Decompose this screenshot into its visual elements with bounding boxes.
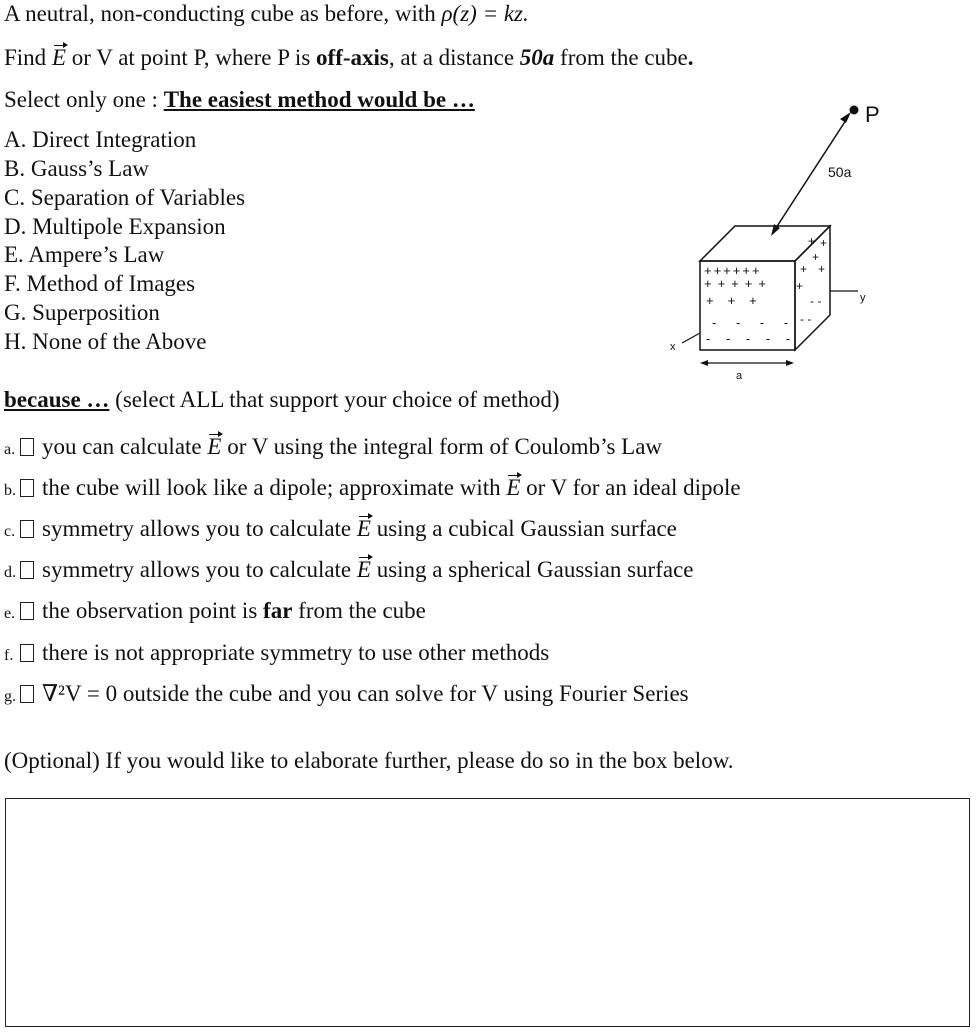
point-p-label: P bbox=[865, 102, 880, 127]
because-heading: because … (select ALL that support your choice of method) bbox=[4, 387, 560, 412]
method-option-c[interactable]: C. Separation of Variables bbox=[4, 185, 246, 210]
x-axis bbox=[682, 333, 700, 343]
distance-bold: 50a bbox=[519, 45, 555, 70]
method-option-d[interactable]: D. Multipole Expansion bbox=[4, 214, 226, 239]
select-heading: Select only one : The easiest method would be … bbox=[4, 87, 475, 112]
side-plus-6: + bbox=[796, 279, 804, 293]
side-plus-5: + bbox=[818, 262, 826, 276]
reason-f: f. there is not appropriate symmetry to use other methods bbox=[4, 640, 550, 665]
side-plus-3: + bbox=[820, 236, 828, 250]
method-option-e[interactable]: E. Ampere’s Law bbox=[4, 242, 165, 267]
elaboration-box bbox=[5, 798, 970, 1027]
arrow-head-top bbox=[840, 112, 851, 123]
x-axis-label: x bbox=[670, 341, 676, 353]
reason-d: d. symmetry allows you to calculate E using a spherical Gaussian surface bbox=[4, 557, 694, 582]
reason-g: g. ∇²V = 0 outside the cube and you can solve for V using Fourier Series bbox=[4, 681, 689, 706]
e-vector: E bbox=[51, 45, 66, 70]
reason-c-checkbox[interactable] bbox=[20, 520, 34, 538]
method-option-h[interactable]: H. None of the Above bbox=[4, 329, 207, 354]
intro-line-2: Find E or V at point P, where P is off-axis, at a distance 50a from the cube. bbox=[4, 45, 694, 70]
reason-b-checkbox[interactable] bbox=[20, 479, 34, 497]
method-option-g[interactable]: G. Superposition bbox=[4, 300, 160, 325]
reason-f-checkbox[interactable] bbox=[20, 644, 34, 662]
method-heading: The easiest method would be … bbox=[163, 87, 475, 112]
front-minus-row-2: - - - - - bbox=[706, 331, 797, 346]
reason-c: c. symmetry allows you to calculate E using a cubical Gaussian surface bbox=[4, 516, 677, 541]
side-plus-1: + bbox=[800, 262, 808, 276]
intro-line-1 bbox=[4, 0, 529, 28]
side-length-label: a bbox=[736, 370, 743, 382]
reason-a: a. you can calculate E or V using the integral form of Coulomb’s Law bbox=[4, 434, 663, 459]
rho-formula: ρ(z) = kz. bbox=[441, 1, 529, 26]
method-option-b[interactable]: B. Gauss’s Law bbox=[4, 156, 150, 181]
reason-e-checkbox[interactable] bbox=[20, 602, 34, 620]
point-p-dot bbox=[850, 106, 859, 115]
method-option-f[interactable]: F. Method of Images bbox=[4, 271, 196, 296]
reason-d-checkbox[interactable] bbox=[20, 561, 34, 579]
front-plus-row-3: +++ bbox=[706, 293, 771, 308]
reason-g-checkbox[interactable] bbox=[20, 685, 34, 703]
reason-b: b. the cube will look like a dipole; approximate with E or V for an ideal dipole bbox=[4, 475, 741, 500]
optional-instruction: (Optional) If you would like to elaborate further, please do so in the box below. bbox=[4, 748, 734, 773]
reason-e: e. the observation point is far from the cube bbox=[4, 598, 426, 623]
method-option-a[interactable]: A. Direct Integration bbox=[4, 127, 197, 152]
side-minus-2: - - bbox=[810, 294, 822, 308]
off-axis-bold: off-axis bbox=[316, 45, 389, 70]
reason-a-checkbox[interactable] bbox=[20, 438, 34, 456]
cube-diagram bbox=[660, 95, 890, 385]
elaboration-textarea[interactable] bbox=[6, 799, 969, 1026]
side-minus-1: - - bbox=[800, 312, 812, 326]
front-plus-row-1: ++++++ bbox=[704, 263, 762, 278]
y-axis-label: y bbox=[860, 292, 866, 304]
distance-label: 50a bbox=[828, 164, 852, 180]
side-plus-4: + bbox=[808, 234, 816, 248]
front-minus-row-1: - - - - bbox=[712, 315, 797, 330]
side-plus-2: + bbox=[812, 250, 820, 264]
front-plus-row-2: +++++ bbox=[704, 276, 772, 291]
intro-text: A neutral, non-conducting cube as before, with bbox=[4, 1, 442, 26]
